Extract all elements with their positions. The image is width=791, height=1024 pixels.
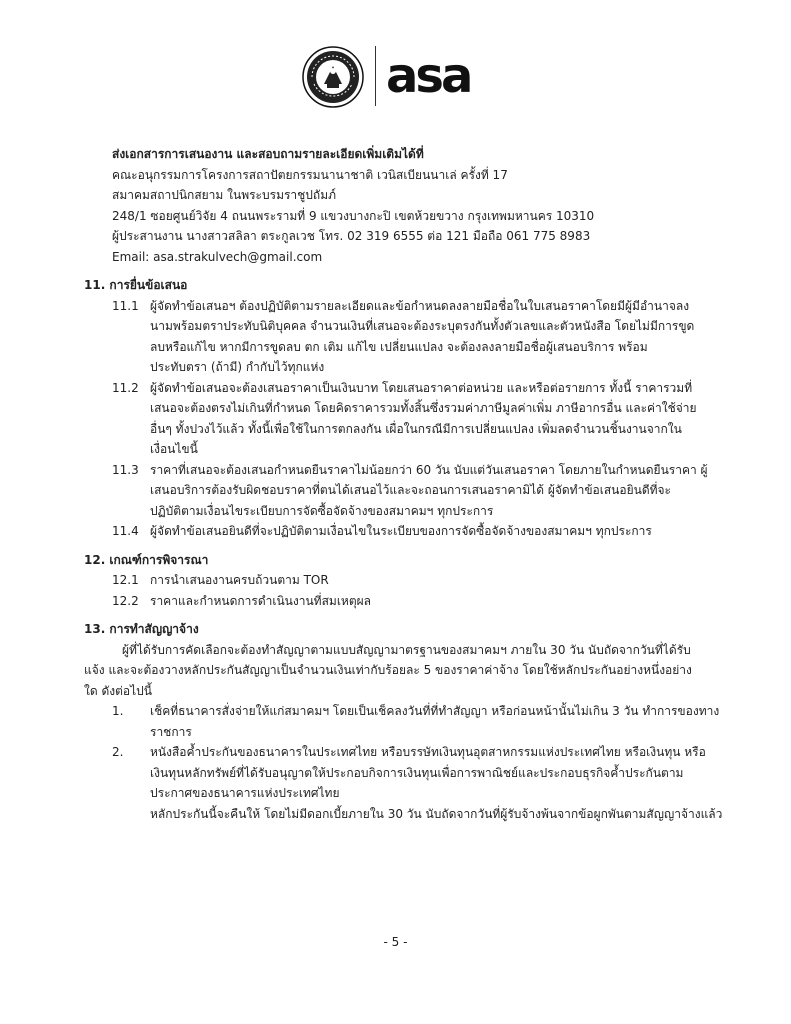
clause-number: 11.3 bbox=[112, 462, 139, 477]
clause-line: ปฏิบัติตามเงื่อนไขระเบียบการจัดซื้อจัดจ้างของสมาคมฯ ทุกประการ bbox=[150, 503, 494, 518]
clause-line: หลักประกันนี้จะคืนให้ โดยไม่มีดอกเบี้ยภายใน 30 วัน นับถัดจากวันที่ผู้รับจ้างพ้นจากข้อผูกพันตามสัญญาจ้างแล้ว bbox=[150, 806, 723, 821]
clause-line: เงื่อนไขนี้ bbox=[150, 442, 198, 456]
clause-number: 1. bbox=[112, 704, 124, 718]
svg-text:asa: asa bbox=[386, 50, 471, 100]
section-13 bbox=[84, 619, 723, 824]
contact-block bbox=[112, 144, 702, 267]
contact-line: 248/1 ซอยศูนย์วิจัย 4 ถนนพระรามที่ 9 แขวงบางกะปิ เขตห้วยขวาง กรุงเทพมหานคร 10310 bbox=[112, 208, 595, 223]
clause-number: 11.4 bbox=[112, 524, 139, 538]
clause-line: ลบหรือแก้ไข หากมีการขูดลบ ตก เติม แก้ไข เปลี่ยนแปลง จะต้องลงลายมือชื่อผู้เสนอบริการ พร้อม bbox=[150, 339, 648, 354]
section-title: 12. เกณฑ์การพิจารณา bbox=[84, 552, 209, 567]
intro-line: ใด ดังต่อไปนี้ bbox=[84, 683, 152, 698]
clause-line: ประกาศของธนาคารแห่งประเทศไทย bbox=[150, 786, 340, 800]
clause-line: ผู้จัดทำข้อเสนอฯ ต้องปฏิบัติตามรายละเอียดและข้อกำหนดลงลายมือชื่อในใบเสนอราคาโดยมีผู้มีอำนาจลง bbox=[150, 298, 690, 313]
clause-item bbox=[112, 296, 702, 378]
section-intro bbox=[84, 640, 702, 702]
association-seal-icon bbox=[302, 46, 364, 108]
clause-line: อื่นๆ ทั้งปวงไว้แล้ว ทั้งนี้เพื่อใช้ในการตกลงกัน เผื่อในกรณีมีการเปลี่ยนแปลง เพิ่มลดจำนวนชิ้นงานจากใน bbox=[150, 421, 682, 436]
clause-line: ราคาที่เสนอจะต้องเสนอกำหนดยืนราคาไม่น้อยกว่า 60 วัน นับแต่วันเสนอราคา โดยภายในกำหนดยืนราคา ผู้ bbox=[150, 462, 708, 477]
section-title: 11. การยื่นข้อเสนอ bbox=[84, 278, 188, 292]
clause-line: ราคาและกำหนดการดำเนินงานที่สมเหตุผล bbox=[150, 593, 372, 608]
clause-number: 11.1 bbox=[112, 298, 139, 313]
clause-number: 12.1 bbox=[112, 573, 139, 587]
section-12 bbox=[84, 550, 702, 612]
clause-line: ประทับตรา (ถ้ามี) กำกับไว้ทุกแห่ง bbox=[150, 360, 325, 374]
logo-divider bbox=[375, 46, 376, 106]
clause-number: 2. bbox=[112, 745, 124, 759]
section-11 bbox=[84, 275, 708, 542]
intro-line: ผู้ที่ได้รับการคัดเลือกจะต้องทำสัญญาตามแบบสัญญามาตรฐานของสมาคมฯ ภายใน 30 วัน นับถัดจากวันที่ได้รับ bbox=[122, 642, 691, 657]
clause-item bbox=[112, 591, 702, 612]
clause-line: เช็คที่ธนาคารสั่งจ่ายให้แก่สมาคมฯ โดยเป็นเช็คลงวันที่ที่ทำสัญญา หรือก่อนหน้านั้นไม่เกิน 3 วัน ทำการของทาง bbox=[150, 704, 720, 718]
header-logos bbox=[302, 42, 502, 108]
contact-email: Email: asa.strakulvech@gmail.com bbox=[112, 249, 323, 264]
clause-line: เงินทุนหลักทรัพย์ที่ได้รับอนุญาตให้ประกอบกิจการเงินทุนเพื่อการพาณิชย์และประกอบธุรกิจค้ำประกันตาม bbox=[150, 765, 684, 780]
clause-item bbox=[112, 378, 702, 460]
clause-line: นามพร้อมตราประทับนิติบุคคล จำนวนเงินที่เสนอจะต้องระบุตรงกันทั้งตัวเลขและตัวหนังสือ โดยไม่มีการขูด bbox=[150, 319, 695, 333]
clause-line: เสนอจะต้องตรงไม่เกินที่กำหนด โดยคิดราคารวมทั้งสิ้นซึ่งรวมค่าภาษีมูลค่าเพิ่ม ภาษีอากรอื่น และค่าใช้จ่าย bbox=[150, 401, 697, 415]
contact-heading: ส่งเอกสารการเสนองาน และสอบถามรายละเอียดเพิ่มเติมได้ที่ bbox=[112, 147, 424, 161]
clause-line: การนำเสนองานครบถ้วนตาม TOR bbox=[150, 573, 329, 587]
document-body bbox=[84, 144, 723, 824]
asa-logo bbox=[386, 50, 496, 100]
clause-number: 12.2 bbox=[112, 593, 139, 608]
contact-line: สมาคมสถาปนิกสยาม ในพระบรมราชูปถัมภ์ bbox=[112, 188, 337, 202]
clause-line: ราชการ bbox=[150, 724, 192, 739]
clause-item bbox=[112, 521, 702, 542]
guarantee-item bbox=[112, 701, 720, 742]
intro-line: แจ้ง และจะต้องวางหลักประกันสัญญาเป็นจำนวนเงินเท่ากับร้อยละ 5 ของราคาค่าจ้าง โดยใช้หลักประกันอย่างหนึ่งอย่าง bbox=[84, 663, 692, 677]
section-title: 13. การทำสัญญาจ้าง bbox=[84, 622, 199, 636]
clause-line: เสนอบริการต้องรับผิดชอบราคาที่ตนได้เสนอไว้และจะถอนการเสนอราคามิได้ ผู้จัดทำข้อเสนอยินดีที่จะ bbox=[150, 483, 671, 497]
clause-item bbox=[112, 460, 708, 522]
page-number: - 5 - bbox=[383, 935, 408, 949]
contact-line: คณะอนุกรรมการโครงการสถาปัตยกรรมนานาชาติ เวนิสเบียนนาเล่ ครั้งที่ 17 bbox=[112, 167, 508, 182]
contact-line: ผู้ประสานงาน นางสาวสลิลา ตระกูลเวช โทร. 02 319 6555 ต่อ 121 มือถือ 061 775 8983 bbox=[112, 229, 591, 243]
clause-item bbox=[112, 570, 702, 591]
clause-line: หนังสือค้ำประกันของธนาคารในประเทศไทย หรือบรรษัทเงินทุนอุตสาหกรรมแห่งประเทศไทย หรือเงินทุน หรือ bbox=[150, 745, 706, 759]
clause-number: 11.2 bbox=[112, 380, 139, 395]
guarantee-item bbox=[112, 742, 723, 824]
clause-line: ผู้จัดทำข้อเสนอจะต้องเสนอราคาเป็นเงินบาท โดยเสนอราคาต่อหน่วย และหรือต่อรายการ ทั้งนี้ ราคารวมที่ bbox=[150, 380, 693, 395]
clause-line: ผู้จัดทำข้อเสนอยินดีที่จะปฏิบัติตามเงื่อนไขในระเบียบของการจัดซื้อจัดจ้างของสมาคมฯ ทุกประการ bbox=[150, 524, 652, 538]
